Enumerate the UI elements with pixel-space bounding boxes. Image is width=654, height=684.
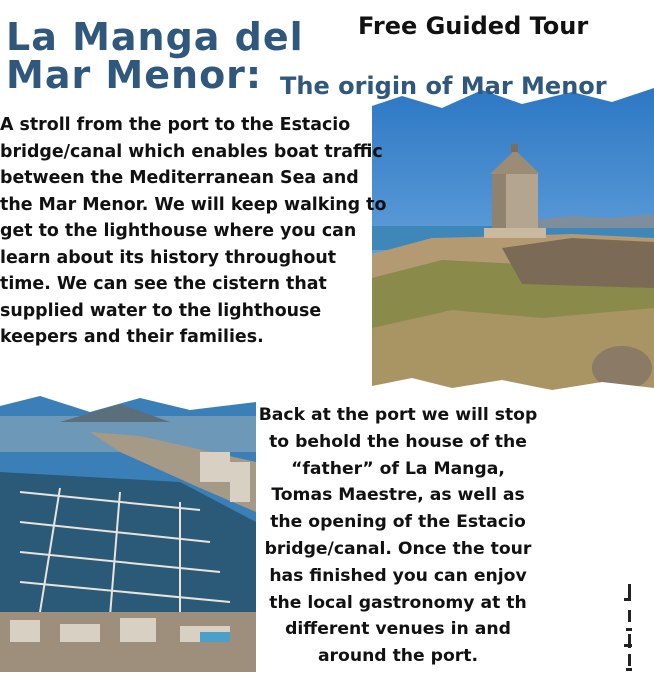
page-title <box>6 15 326 97</box>
paragraph-intro: A stroll from the port to the Estacio bridge/canal which enables boat traffic between the Mediterranean Sea and the Mar Menor. We will keep walking to get to the lighthouse where you can learn about its history throughout time. We can see the cistern that supplied water to the lighthouse keepers and their families. <box>0 115 387 347</box>
subtitle: The origin of Mar Menor <box>280 72 607 100</box>
tower-photo <box>372 88 654 394</box>
torn-edge-marks <box>622 584 636 674</box>
tour-label: Free Guided Tour <box>358 12 589 40</box>
marina-photo-illustration <box>0 392 256 672</box>
paragraph-port: Back at the port we will stop to behold the house of the “father” of La Manga, Tomas Maestre, as well as the opening of the Estacio bridge/canal. Once the tour has finished you can enjov the local gastronomy at th different venues in and around the port. <box>258 405 538 667</box>
tower-photo-illustration <box>372 88 654 394</box>
torn-edge-decoration <box>622 584 636 674</box>
title-line-1: La Manga del <box>6 15 304 59</box>
title-line-2: Mar Menor: <box>6 53 263 97</box>
marina-photo <box>0 392 256 672</box>
